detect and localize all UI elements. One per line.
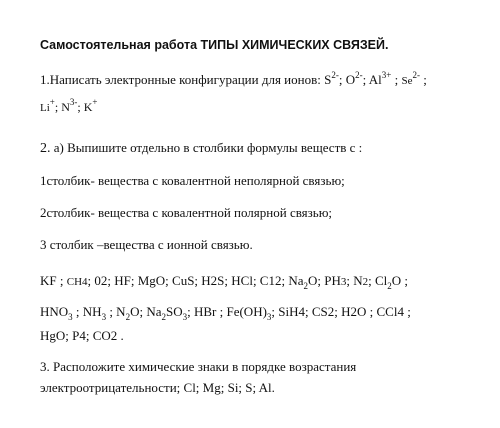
subscript: 2 xyxy=(125,312,131,322)
ion-charge: 2- xyxy=(331,70,339,80)
ion-charge: 3- xyxy=(69,97,78,107)
task-2-text xyxy=(40,140,362,157)
ion-charge: + xyxy=(49,97,55,107)
task-1-continued xyxy=(40,97,98,115)
separator: ; xyxy=(54,100,62,114)
ion xyxy=(83,97,98,114)
formula-text: O xyxy=(308,273,318,288)
column-2-instruction: 2столбик- вещества с ковалентной полярной связью; xyxy=(40,205,333,220)
task-2-label: а) Выпишите отдельно в столбики формулы веществ с : xyxy=(50,140,363,155)
ion xyxy=(369,72,402,87)
subscript: 3 xyxy=(182,312,188,322)
formula-text: ; Cl xyxy=(368,273,388,288)
formula-text: CH4 xyxy=(66,276,88,288)
separator: ; xyxy=(419,72,427,87)
separator: ; xyxy=(362,72,369,87)
formula-text: ; NH xyxy=(72,304,102,319)
formula-text: ; N xyxy=(346,273,363,288)
ion-charge: 2- xyxy=(355,70,363,80)
formula-text: ; SiH4; CS2; H2O ; CCl4 ; xyxy=(271,304,411,319)
separator: ; xyxy=(338,72,346,87)
subscript: 2 xyxy=(387,281,392,291)
formula-text: SO xyxy=(165,304,183,319)
task-2-number: 2. xyxy=(40,141,51,156)
ion xyxy=(61,97,84,114)
subscript: 2 xyxy=(303,281,308,291)
ion-list-cont xyxy=(40,97,98,114)
formula-text: ; N xyxy=(106,304,126,319)
formula-row-2 xyxy=(40,304,411,320)
task-1-text xyxy=(40,72,427,88)
formula-text: O; Na xyxy=(130,304,162,319)
separator: ; xyxy=(391,72,402,87)
subscript: 3 xyxy=(266,312,272,322)
formula-row-1 xyxy=(40,273,408,289)
column-3-instruction: 3 столбик –вещества с ионной связью. xyxy=(40,237,253,252)
formula-text: HNO xyxy=(40,304,69,319)
formula-text: 3 xyxy=(340,276,347,288)
formula-text: O ; xyxy=(391,273,409,288)
ion xyxy=(324,72,346,87)
subscript: 3 xyxy=(68,312,73,322)
ion-charge: + xyxy=(92,97,98,107)
column-1-instruction: 1столбик- вещества с ковалентной неполярной связью; xyxy=(40,173,345,188)
subscript: 2 xyxy=(161,312,166,322)
ion-symbol: K xyxy=(83,100,93,114)
separator: ; xyxy=(77,100,84,114)
formula-row-3: HgO; P4; CO2 . xyxy=(40,328,124,343)
task-3-line-1: 3. Расположите химические знаки в порядке возрастания xyxy=(40,359,357,374)
formula-text: KF ; xyxy=(40,273,67,288)
ion-charge: 2- xyxy=(412,70,420,80)
ion-symbol: N xyxy=(61,100,70,114)
ion-symbol: O xyxy=(345,72,356,87)
subscript: 3 xyxy=(101,312,107,322)
formula-text: ; HBr ; Fe(OH) xyxy=(187,304,267,319)
ion-symbol: Al xyxy=(368,72,382,87)
ion-symbol: Li xyxy=(40,102,50,114)
ion xyxy=(401,72,426,87)
ion xyxy=(40,97,62,114)
formula-text: 2 xyxy=(362,276,369,288)
task-1-label: 1.Написать электронные конфигурации для ионов: xyxy=(40,72,325,87)
ion-symbol: Se xyxy=(401,75,413,87)
page-title: Самостоятельная работа ТИПЫ ХИМИЧЕСКИХ СВЯЗЕЙ. xyxy=(40,38,389,52)
task-3-line-2: электроотрицательности; Cl; Mg; Si; S; Al. xyxy=(40,380,275,395)
formula-text: ; PH xyxy=(317,273,341,288)
ion-charge: 3+ xyxy=(381,70,392,80)
ion-list xyxy=(324,72,427,87)
ion-symbol: S xyxy=(324,72,332,87)
ion xyxy=(346,72,369,87)
formula-text: ; 02; HF; MgO; CuS; H2S; HCl; C12; Na xyxy=(87,273,304,288)
